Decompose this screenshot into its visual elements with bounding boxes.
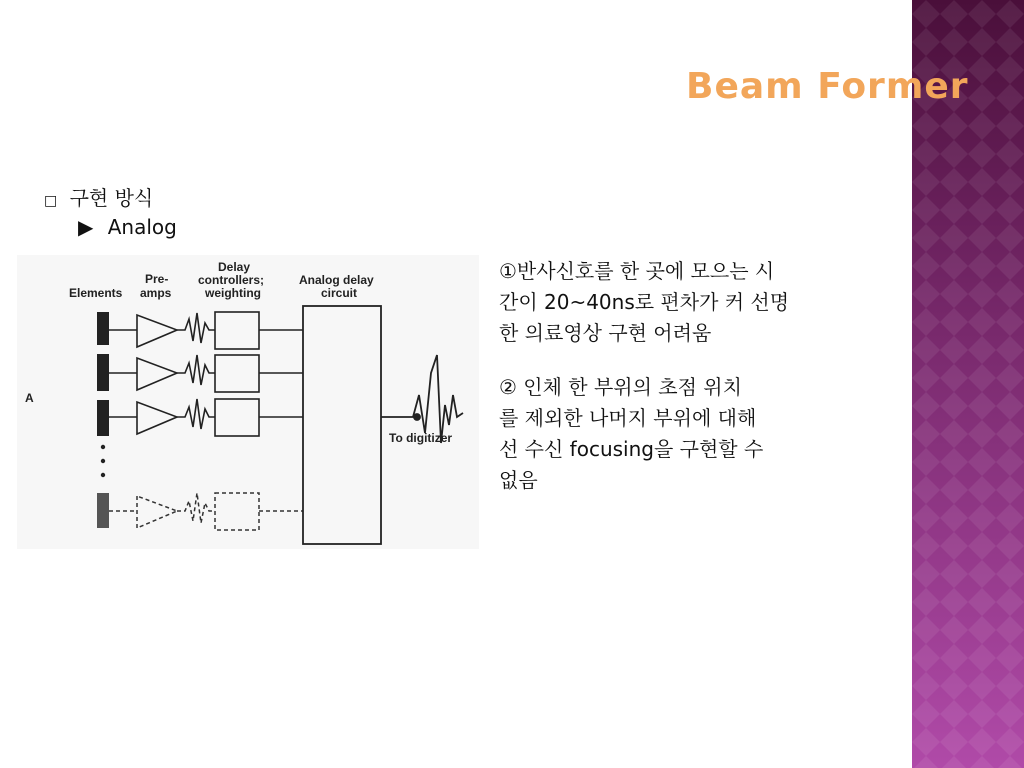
- diagram-svg: [17, 255, 479, 549]
- note-2-line-4: 없음: [499, 468, 538, 492]
- label-circuit: circuit: [321, 286, 358, 300]
- note-2: [499, 372, 869, 496]
- channel-2: [109, 355, 303, 392]
- label-controllers: controllers;: [198, 273, 265, 287]
- label-delay: Delay: [218, 260, 251, 274]
- bullet-1-text: 구현 방식: [69, 186, 154, 210]
- diamond-pattern: [912, 0, 1024, 768]
- note-2-line-2: 를 제외한 나머지 부위에 대해: [499, 406, 757, 430]
- label-a: A: [25, 391, 34, 405]
- label-weighting: weighting: [205, 286, 261, 300]
- note-1-line-2: 간이 20~40ns로 편차가 커 선명: [499, 290, 790, 314]
- note-2-line-1: ② 인체 한 부위의 초점 위치: [499, 375, 742, 399]
- label-elements: Elements: [69, 286, 123, 300]
- decorative-side-band: [912, 0, 1024, 768]
- channel-n-dashed: [109, 493, 303, 530]
- note-2-line-3: 선 수신 focusing을 구현할 수: [499, 437, 764, 461]
- bullet-analog: [78, 215, 177, 239]
- channel-1: [109, 312, 303, 349]
- note-1-line-3: 한 의료영상 구현 어려움: [499, 321, 712, 345]
- bullet-implementation-method: [44, 182, 153, 211]
- label-amps: amps: [140, 286, 172, 300]
- label-pre: Pre-: [145, 272, 169, 286]
- label-to-digitizer: To digitizer: [389, 431, 453, 445]
- output-signal: [381, 355, 463, 443]
- square-bullet-icon: □: [44, 193, 58, 209]
- triangle-bullet-icon: ▶: [78, 215, 94, 239]
- transducer-elements: [97, 312, 109, 528]
- note-1-line-1: ①반사신호를 한 곳에 모으는 시: [499, 259, 775, 283]
- label-analog-delay: Analog delay: [299, 273, 374, 287]
- channel-3: [109, 399, 303, 436]
- bullet-2-text: Analog: [107, 215, 177, 239]
- note-1: [499, 256, 869, 349]
- slide-title: Beam Former: [686, 66, 969, 107]
- analog-beamformer-diagram: [17, 255, 479, 549]
- analog-delay-circuit-box: [303, 306, 381, 544]
